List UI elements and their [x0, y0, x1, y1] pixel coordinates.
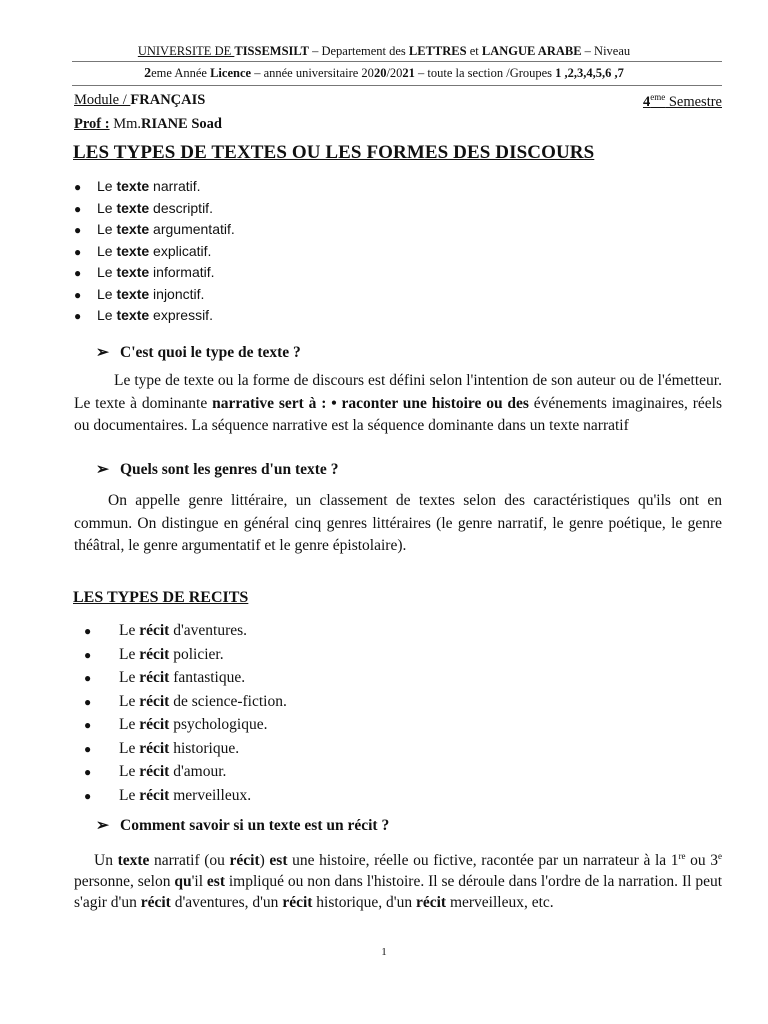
question-heading-2: ➢ Quels sont les genres d'un texte ? — [96, 461, 339, 478]
module-value: FRANÇAIS — [130, 92, 206, 108]
page-title: LES TYPES DE TEXTES OU LES FORMES DES DISCOURS — [73, 142, 595, 163]
list-item: ● Le récit d'amour. — [84, 760, 287, 784]
list-item: ● Le texte descriptif. — [74, 198, 235, 220]
list-item: ● Le récit de science-fiction. — [84, 690, 287, 714]
paragraph-genres: On appelle genre littéraire, un classement de textes selon des caractéristiques qu'ils ont en commun. On distingue en général cinq genres littéraires (le genre narratif, le genre poétique, le genre théâtral, le genre argumentatif et le genre épistolaire). — [74, 492, 722, 554]
bullet-icon: ● — [74, 180, 82, 194]
bullet-icon: ● — [74, 223, 82, 237]
bullet-icon: ● — [74, 201, 82, 216]
module-label: Module / — [74, 92, 131, 108]
header-lettres: LETTRES — [408, 44, 467, 58]
header-year-part2: 21 — [402, 66, 415, 80]
page-number: 1 — [381, 946, 387, 958]
header-annee: eme Année — [151, 66, 211, 80]
bullet-icon: ● — [84, 624, 92, 638]
paragraph-recit: Un texte narratif (ou récit) est une histoire, réelle ou fictive, racontée par un narrateur à la 1re ou 3e personne, selon qu'il est impliqué ou non dans l'histoire. Il se déroule dans l'ordre de la narration. Il peut s'agir d'un récit d'aventures, d'un récit historique, d'un récit merveilleux, etc. — [74, 851, 723, 912]
header-langue-arabe: LANGUE ARABE — [481, 44, 582, 58]
prof-name: RIANE Soad — [141, 116, 222, 132]
list-item: ● Le récit fantastique. — [84, 666, 287, 690]
bullet-icon: ● — [84, 741, 92, 756]
arrow-bullet-icon: ➢ — [96, 461, 109, 478]
question-heading-1: ➢ C'est quoi le type de texte ? — [96, 344, 301, 361]
header-year-part1: 20 — [373, 66, 387, 80]
recits-list — [84, 619, 287, 807]
header-department-text: – Departement des — [308, 44, 409, 58]
prof-line — [74, 116, 222, 133]
list-item: ● Le texte expressif. — [74, 305, 235, 327]
paragraph-type-texte: Le type de texte ou la forme de discours est défini selon l'intention de son auteur ou de l'émetteur. Le texte à dominante narrative sert à : • raconter une histoire ou des événements imaginaires, réels ou documentaires. La séquence narrative est la séquence dominante dans un texte narratif — [74, 372, 723, 434]
header-year-sep: /20 — [386, 66, 403, 80]
header-groups: 1 ,2,3,4,5,6 ,7 — [555, 66, 624, 80]
list-item: ● Le texte informatif. — [74, 262, 235, 284]
bullet-icon: ● — [84, 765, 92, 779]
header-university-line — [0, 44, 768, 59]
arrow-bullet-icon: ➢ — [96, 817, 109, 834]
list-item: ● Le texte injonctif. — [74, 284, 235, 306]
header-divider — [72, 61, 722, 62]
bullet-icon: ● — [74, 266, 82, 280]
bullet-icon: ● — [74, 287, 82, 302]
list-item: ● Le récit psychologique. — [84, 713, 287, 737]
prof-label: Prof : — [74, 116, 110, 132]
list-item: ● Le récit policier. — [84, 643, 287, 667]
header-section: – toute la section /Groupes — [414, 66, 556, 80]
bullet-icon: ● — [84, 671, 92, 685]
header-divider-2 — [72, 85, 722, 86]
header-niveau: – Niveau — [581, 44, 631, 58]
bullet-icon: ● — [84, 788, 92, 803]
semester-line — [643, 92, 722, 111]
bullet-icon: ● — [74, 244, 82, 259]
arrow-bullet-icon: ➢ — [96, 344, 109, 361]
header-year-line — [0, 66, 768, 82]
list-item: ● Le récit merveilleux. — [84, 784, 287, 808]
bullet-icon: ● — [84, 694, 92, 709]
bullet-icon: ● — [74, 309, 82, 323]
bullet-icon: ● — [84, 647, 92, 662]
section-heading-recits: LES TYPES DE RECITS — [73, 589, 249, 606]
prof-prefix: Mm. — [109, 116, 141, 132]
semester-number: 4 — [642, 93, 651, 110]
header-licence: Licence — [210, 66, 252, 80]
list-item: ● Le récit d'aventures. — [84, 619, 287, 643]
text-types-list — [74, 176, 235, 327]
semester-label: Semestre — [665, 93, 722, 110]
header-level-number: 2 — [144, 66, 152, 81]
question-heading-3: ➢ Comment savoir si un texte est un récit ? — [96, 817, 390, 834]
list-item: ● Le texte narratif. — [74, 176, 235, 198]
list-item: ● Le texte argumentatif. — [74, 219, 235, 241]
header-university-name: TISSEMSILT — [234, 44, 309, 58]
header-et: et — [466, 44, 482, 58]
module-line — [74, 92, 205, 109]
header-academic-year-label: – année universitaire 20 — [251, 66, 374, 80]
list-item: ● Le récit historique. — [84, 737, 287, 761]
list-item: ● Le texte explicatif. — [74, 241, 235, 263]
bullet-icon: ● — [84, 718, 92, 732]
semester-sup: eme — [650, 92, 666, 102]
header-university-prefix: UNIVERSITE DE — [137, 44, 235, 58]
